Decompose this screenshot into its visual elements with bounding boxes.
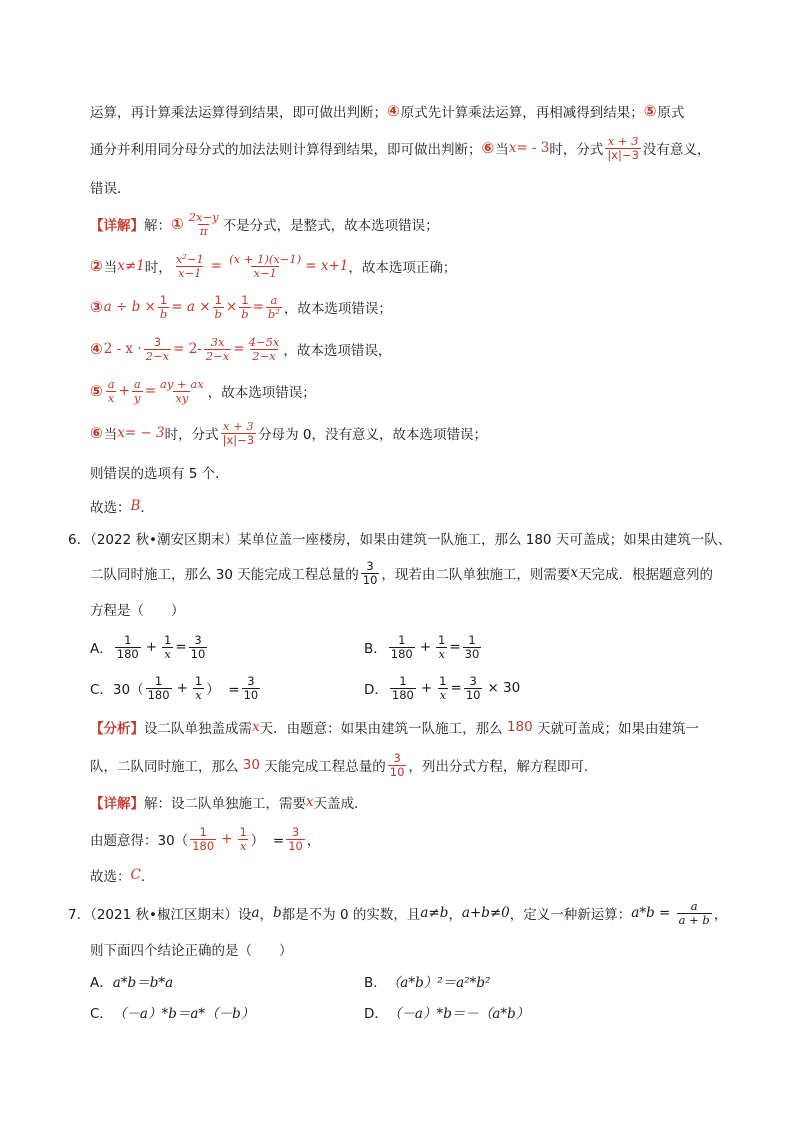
text: ，列出分式方程，解方程即可．	[408, 759, 598, 775]
text: 则错误的选项有 5 个．	[90, 466, 229, 482]
text: 通分并利用同分母分式的加法法则计算得到结果，即可做出判断；	[90, 142, 482, 158]
fraction: $\frac{1}{30}$	[464, 633, 480, 661]
question-text: 6．（2022 秋•潮安区期末）某单位盖一座楼房，如果由建筑一队施工，那么 180 天可盖成；如果由建筑一队、	[68, 532, 732, 548]
variable: x	[306, 794, 314, 810]
question-text: ，	[448, 907, 462, 923]
text: 原式先计算乘法运算，再相减得到结果；	[400, 105, 644, 121]
fraction: $\frac{1}{b}$	[241, 293, 249, 321]
q6-detail-line-1	[90, 782, 754, 822]
option-label: C．30（	[90, 682, 144, 698]
circled-number: ②	[90, 257, 103, 275]
fraction: $\frac{1}{b}$	[214, 293, 222, 321]
q7-option-c[interactable]	[90, 992, 364, 1032]
math: ×	[225, 299, 238, 315]
text: 队，二队同时施工，那么	[90, 759, 243, 775]
math: a*b	[631, 905, 655, 921]
question-text: 二队同时施工，那么 30 天能完成工程总量的	[90, 567, 359, 583]
detail-line-4	[90, 329, 754, 369]
math: x= − 3	[117, 425, 165, 441]
fraction: $\frac{3}{10}$	[288, 825, 303, 853]
math: 2 - x ·	[103, 341, 142, 357]
text: 天盖成．	[313, 796, 368, 812]
fraction: $\frac{(x + 1)(x-1)}{x-1}$	[229, 252, 302, 280]
circled-number: ⑤	[643, 102, 657, 120]
question-text: 天完成．根据题意列的	[578, 567, 714, 583]
q7-option-d[interactable]	[364, 992, 754, 1032]
question-text: ，	[259, 907, 274, 923]
fraction: $\frac{1}{x}$	[438, 633, 446, 661]
detail-line-2	[90, 246, 754, 286]
math: +	[118, 383, 130, 399]
fraction: $\frac{x + 3}{|x|-3}$	[222, 419, 255, 447]
option-label: A．	[90, 641, 113, 657]
fraction: $\frac{3}{10}$	[362, 559, 378, 587]
text: 解：设二队单独施工，需要	[144, 796, 306, 812]
text: ，故本选项错误，	[283, 343, 392, 359]
math: =	[175, 639, 187, 655]
q6-detail-line-2	[90, 819, 754, 859]
text: 错误．	[90, 181, 131, 197]
fraction: $\frac{ay + ax}{xy}$	[160, 377, 204, 405]
text: 由题意得：30（	[90, 833, 189, 849]
option-expression: （－a）*b＝－（a*b）	[387, 1006, 530, 1022]
option-expression: （－a）*b＝a*（－b）	[112, 1006, 255, 1022]
math: +	[221, 831, 233, 847]
fraction: $\frac{1}{180}$	[192, 825, 215, 853]
text: 运算，再计算乘法运算得到结果，即可做出判断；	[90, 105, 387, 121]
fraction: $\frac{4-5x}{2-x}$	[248, 335, 280, 363]
text: 原式	[657, 105, 685, 121]
math: =	[449, 639, 461, 655]
text: 时，	[144, 260, 172, 276]
math: = a ×	[171, 299, 211, 315]
option-label: D．	[364, 682, 388, 698]
text: 时，分式	[164, 427, 219, 443]
q6-detail-line-3	[90, 855, 754, 895]
fraction: $\frac{\text{x²−1}}{x-1}$	[175, 252, 204, 280]
q6-analysis-line-2	[90, 745, 754, 785]
math: = - 3	[516, 140, 550, 156]
math: a≠b	[420, 905, 449, 921]
variable: x	[252, 719, 260, 735]
question-text: ，	[713, 907, 728, 923]
math: +	[420, 680, 433, 696]
detail-tag: 【详解】	[90, 796, 144, 812]
math: ） =	[206, 682, 240, 698]
text: 当	[495, 142, 509, 158]
text: 当	[103, 427, 118, 443]
fraction: $\frac{1}{x}$	[164, 633, 172, 661]
text: 天能完成工程总量的	[259, 759, 386, 775]
fraction: $\frac{3}{2-x}$	[145, 335, 170, 363]
variable: b	[273, 905, 282, 921]
text: 不是分式，是整式，故本选项错误；	[222, 218, 439, 234]
question-text: ，现若由二队单独施工，则需要	[381, 567, 571, 583]
text: 天．由题意：如果由建筑一队施工，那么	[259, 721, 507, 737]
option-expression: （a*b）²＝a²*b²	[386, 975, 491, 991]
q6-option-c[interactable]	[90, 668, 364, 708]
q7-line-1	[68, 893, 754, 933]
text: 设二队单独盖成需	[144, 721, 252, 737]
question-text: 7．（2021 秋•椒江区期末）设	[68, 907, 252, 923]
detail-line-1	[90, 204, 754, 244]
option-label: A．	[90, 975, 113, 991]
circled-number: ⑥	[90, 424, 103, 442]
math: +	[419, 639, 432, 655]
question-text: 则下面四个结论正确的是（ ）	[90, 943, 293, 959]
q6-line-3	[90, 589, 754, 629]
math: =	[450, 680, 462, 696]
variable: x	[570, 565, 579, 581]
circled-number: ④	[387, 102, 400, 120]
variable: x	[508, 140, 517, 156]
text: 解：	[144, 218, 171, 234]
q6-option-b[interactable]	[364, 627, 754, 667]
number: 30	[242, 757, 260, 773]
fraction: $\frac{a}{a + b}$	[678, 899, 710, 927]
answer: B	[130, 498, 141, 514]
analysis-line-1	[90, 91, 754, 131]
math: ） =	[250, 833, 285, 849]
math: =	[252, 299, 264, 315]
answer: C	[130, 867, 141, 883]
q6-option-d[interactable]	[364, 668, 754, 708]
fraction: $\frac{3}{10}$	[389, 751, 405, 779]
detail-line-5	[90, 371, 754, 411]
detail-line-6	[90, 413, 754, 453]
fraction: $\frac{a}{x}$	[107, 377, 115, 405]
math: x≠1	[117, 258, 145, 274]
fraction: $\frac{a}{y}$	[133, 377, 141, 405]
detail-line-3	[90, 287, 754, 327]
text: 天就可盖成；如果由建筑一	[532, 721, 699, 737]
analysis-tag: 【分析】	[90, 721, 144, 737]
detail-tag: 【详解】	[90, 218, 144, 234]
analysis-line-2	[90, 128, 754, 168]
text: ，	[306, 833, 321, 849]
text: 没有意义，	[642, 142, 711, 158]
fraction: $\frac{x + 3}{|x|-3}$	[607, 134, 639, 162]
text: 故选：	[90, 869, 131, 885]
text: ，故本选项正确；	[348, 260, 457, 276]
text: 故选：	[90, 500, 131, 516]
circled-number: ⑤	[90, 382, 103, 400]
math: = x+1	[305, 258, 349, 274]
option-label: B．	[364, 641, 387, 657]
math: a ÷ b ×	[103, 299, 156, 315]
q6-analysis-line-1	[90, 707, 754, 747]
math: =	[210, 258, 223, 274]
option-expression: a*b＝b*a	[112, 975, 174, 991]
option-label: D．	[364, 1006, 388, 1022]
question-text: ，定义一种新运算：	[509, 907, 632, 923]
fraction: $\frac{1}{x}$	[239, 825, 247, 853]
option-label: C．	[90, 1006, 113, 1022]
q6-option-a[interactable]	[90, 627, 364, 667]
math: × 30	[487, 680, 521, 696]
number: 180	[506, 719, 533, 735]
math: a+b≠0	[461, 905, 510, 921]
circled-number: ④	[90, 340, 103, 358]
fraction: $\frac{1}{x}$	[439, 674, 447, 702]
math: +	[176, 680, 188, 696]
text: 分母为 0，没有意义，故本选项错误；	[258, 427, 488, 443]
option-label: B．	[364, 975, 387, 991]
fraction: $\frac{a}{\text{b²}}$	[267, 293, 280, 321]
text: ，故本选项错误；	[207, 385, 316, 401]
fraction: $\frac{1}{180}$	[116, 633, 139, 661]
fraction: $\frac{2x-y}{\pi}$	[188, 210, 219, 238]
fraction: $\frac{3}{10}$	[465, 674, 481, 702]
fraction: $\frac{1}{b}$	[159, 293, 168, 321]
q6-line-1	[68, 518, 754, 558]
math: = 2-	[173, 341, 202, 357]
text: 当	[103, 260, 118, 276]
circled-number: ③	[90, 298, 103, 316]
question-text: 都是不为 0 的实数，且	[281, 907, 421, 923]
q6-line-2	[90, 553, 754, 593]
text: ，故本选项错误；	[283, 301, 392, 317]
circled-number: ①	[171, 215, 184, 233]
math: +	[145, 639, 158, 655]
analysis-line-3	[90, 167, 754, 207]
question-text: 方程是（ ）	[90, 603, 185, 619]
fraction: $\frac{3}{10}$	[190, 633, 206, 661]
text: ．	[140, 869, 155, 885]
fraction: $\frac{1}{180}$	[147, 674, 170, 702]
math: =	[144, 383, 157, 399]
fraction: $\frac{3}{10}$	[243, 674, 259, 702]
math: =	[233, 341, 245, 357]
variable: a	[251, 905, 260, 921]
text: 时，分式	[549, 142, 604, 158]
circled-number: ⑥	[481, 139, 495, 157]
fraction: $\frac{3x}{2-x}$	[205, 335, 230, 363]
fraction: $\frac{1}{x}$	[194, 674, 203, 702]
fraction: $\frac{1}{180}$	[391, 674, 414, 702]
text: ．	[140, 500, 154, 516]
math: =	[654, 905, 675, 921]
fraction: $\frac{1}{180}$	[390, 633, 413, 661]
